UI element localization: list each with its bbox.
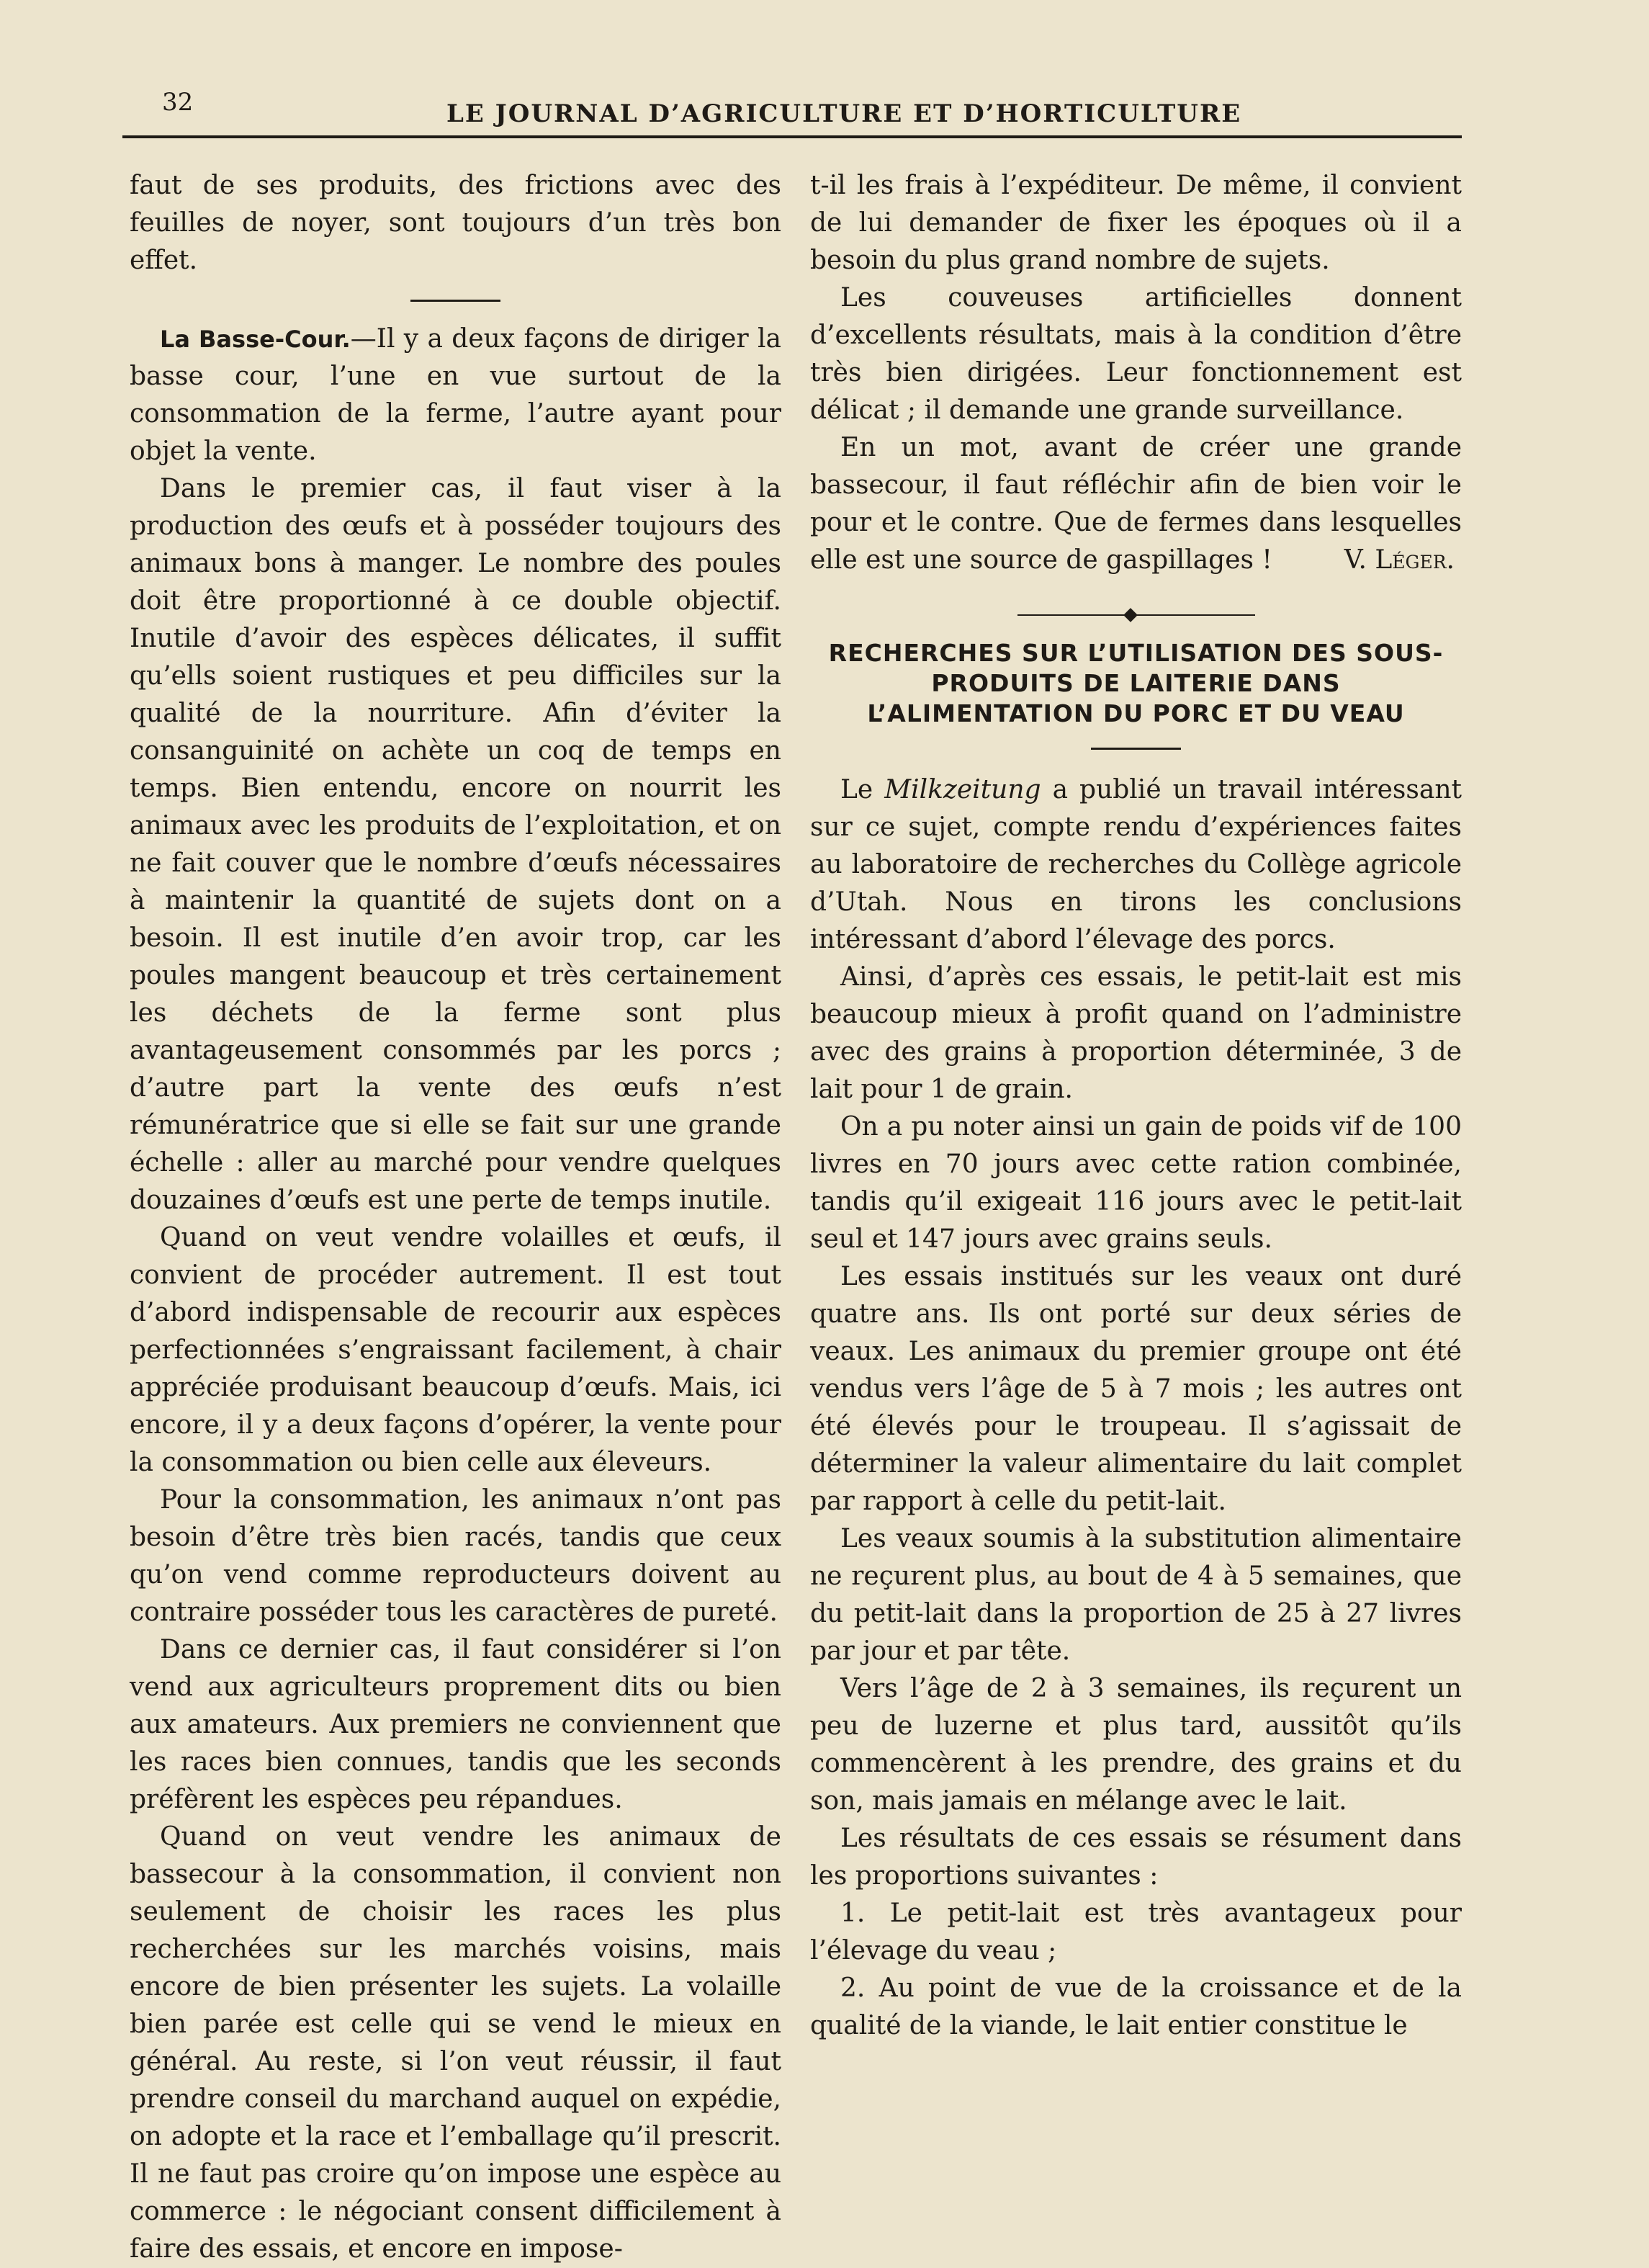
continuation-paragraph: t-il les frais à l’expéditeur. De même, il convient de lui demander de fixer les époques où il a besoin du plus grand nombre de sujets.: [810, 171, 1462, 275]
heading-rule: [1091, 748, 1181, 750]
lead-rest: a publié un travail intéressant sur ce sujet, compte rendu d’expériences faites au laboratoire de recherches du Collège agricole d’Utah. Nous en tirons les conclusions intéressant d’abord l’élevage des porcs.: [810, 775, 1462, 954]
publication-name: Milkzeitung: [884, 775, 1041, 804]
paragraph: Pour la consommation, les animaux n’ont pas besoin d’être très bien racés, tandis que ceux qu’on vend comme reproducteurs doivent au contraire posséder tous les caractères de pureté.: [130, 1485, 781, 1627]
left-column: [130, 167, 781, 2268]
paragraph: Dans le premier cas, il faut viser à la production des œufs et à posséder toujours des animaux bons à manger. Le nombre des poules doit être proportionné à ce double objectif. Inutile d’avoir des espèces délicates, il suffit qu’ells soient rustiques et peu difficiles sur la qualité de la nourriture. Afin d’éviter la consanguinité on achète un coq de temps en temps. Bien entendu, encore on nourrit les animaux avec les produits de l’exploitation, et on ne fait couver que le nombre d’œufs nécessaires à maintenir la quantité de sujets dont on a besoin. Il est inutile d’en avoir trop, car les poules mangent beaucoup et très certainement les déchets de la ferme sont plus avantageusement consommés par les porcs ; d’autre part la vente des œufs n’est rémunératrice que si elle se fait sur une grande échelle : aller au marché pour vendre quelques douzaines d’œufs est une perte de temps inutile.: [130, 474, 781, 1215]
paragraph: Les veaux soumis à la substitution alimentaire ne reçurent plus, au bout de 4 à 5 semaines, que du petit-lait dans la proportion de 25 à 27 livres par jour et par tête.: [810, 1524, 1462, 1666]
header-rule: [122, 135, 1462, 138]
section-title: La Basse-Cour.: [160, 326, 351, 353]
signature-initial: V.: [1344, 545, 1375, 575]
paragraph: Quand on veut vendre les animaux de bassecour à la consommation, il convient non seulement de choisir les races les plus recherchées sur les marchés voisins, mais encore de bien présenter les sujets. La volaille bien parée est celle qui se vend le mieux en général. Au reste, si l’on veut réussir, il faut prendre conseil du marchand auquel on expédie, on adopte et la race et l’emballage qu’il prescrit. Il ne faut pas croire qu’on impose une espèce au commerce : le négociant consent difficilement à faire des essais, et encore en impose-: [130, 1822, 781, 2264]
journal-title: LE JOURNAL D’AGRICULTURE ET D’HORTICULTURE: [446, 99, 1242, 128]
article-heading: RECHERCHES SUR L’UTILISATION DES SOUS-PRODUITS DE LAITERIE DANS L’ALIMENTATION DU PORC ET DU VEAU: [828, 639, 1444, 727]
ornamental-divider: [1017, 608, 1255, 622]
paragraph: Les résultats de ces essais se résument dans les proportions suivantes :: [810, 1824, 1462, 1891]
page-number: 32: [162, 88, 194, 117]
intro-paragraph: faut de ses produits, des frictions avec des feuilles de noyer, sont toujours d’un très bon effet.: [130, 171, 781, 275]
list-item: 1. Le petit-lait est très avantageux pour l’élevage du veau ;: [810, 1899, 1462, 1966]
section-divider: [410, 300, 500, 302]
paragraph: Vers l’âge de 2 à 3 semaines, ils reçurent un peu de luzerne et plus tard, aussitôt qu’ils commencèrent à les prendre, des grains et du son, mais jamais en mélange avec le lait.: [810, 1674, 1462, 1816]
basse-cour-first-paragraph: [130, 321, 781, 470]
ornament-diamond: [1123, 608, 1138, 622]
paragraph: Dans ce dernier cas, il faut considérer si l’on vend aux agriculteurs proprement dits ou bien aux amateurs. Aux premiers ne conviennent que les races bien connues, tandis que les seconds préfèrent les espèces peu répandues.: [130, 1635, 781, 1814]
article-lead-paragraph: [810, 771, 1462, 959]
paragraph: Les essais institués sur les veaux ont duré quatre ans. Ils ont porté sur deux séries de veaux. Les animaux du premier groupe ont été vendus vers l’âge de 5 à 7 mois ; les autres ont été élevés pour le troupeau. Il s’agissait de déterminer la valeur alimentaire du lait complet par rapport à celle du petit-lait.: [810, 1262, 1462, 1516]
signature-surname: Léger.: [1375, 545, 1455, 575]
closing-paragraph: En un mot, avant de créer une grande bassecour, il faut réfléchir afin de bien voir le pour et le contre. Que de fermes dans lesquelles elle est une source de gaspillages !: [810, 433, 1462, 575]
paragraph: Les couveuses artificielles donnent d’excellents résultats, mais à la condition d’être très bien dirigées. Leur fonctionnement est délicat ; il demande une grande surveillance.: [810, 283, 1462, 425]
lead-word: Le: [840, 775, 885, 804]
section-first-text: —Il y a deux façons de diriger la basse cour, l’une en vue surtout de la consommation de la ferme, l’autre ayant pour objet la vente.: [130, 324, 781, 466]
list-item: 2. Au point de vue de la croissance et de la qualité de la viande, le lait entier constitue le: [810, 1973, 1462, 2040]
paragraph: Ainsi, d’après ces essais, le petit-lait est mis beaucoup mieux à profit quand on l’administre avec des grains à proportion déterminée, 3 de lait pour 1 de grain.: [810, 962, 1462, 1104]
paragraph: Quand on veut vendre volailles et œufs, il convient de procéder autrement. Il est tout d’abord indispensable de recourir aux espèces perfectionnées s’engraissant facilement, à chair appréciée produisant beaucoup d’œufs. Mais, ici encore, il y a deux façons d’opérer, la vente pour la consommation ou bien celle aux éleveurs.: [130, 1223, 781, 1477]
right-column: [810, 167, 1462, 2045]
page-header: [122, 79, 1469, 151]
paragraph: On a pu noter ainsi un gain de poids vif de 100 livres en 70 jours avec cette ration combinée, tandis qu’il exigeait 116 jours avec le petit-lait seul et 147 jours avec grains seuls.: [810, 1112, 1462, 1254]
